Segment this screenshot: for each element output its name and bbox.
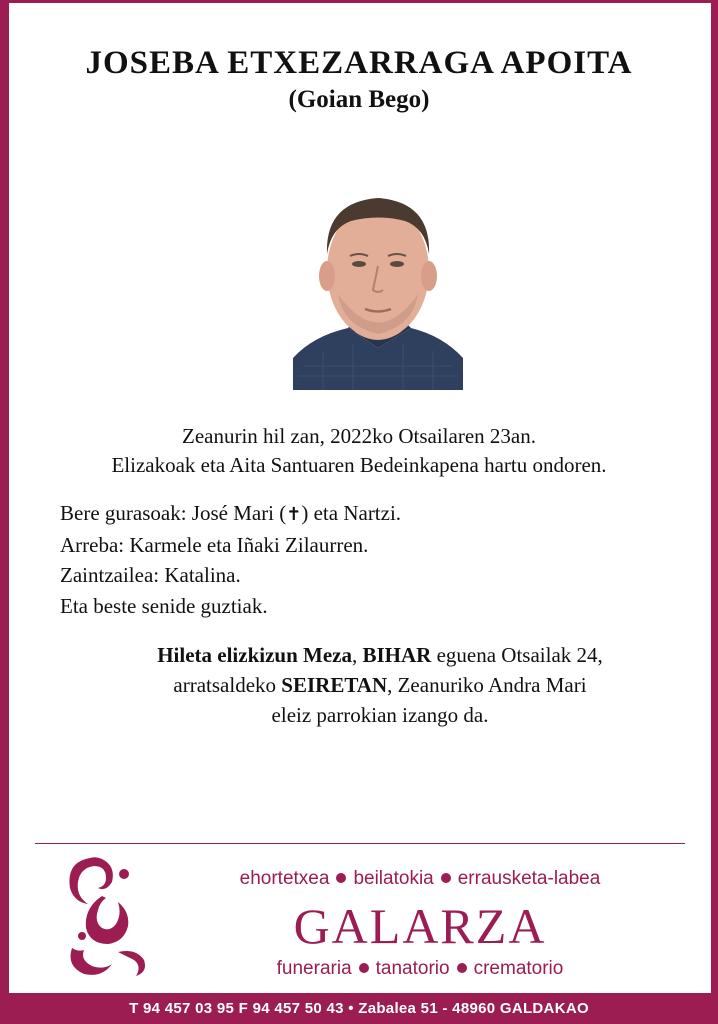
death-line-1: Zeanurin hil zan, 2022ko Otsailaren 23an. <box>182 424 536 448</box>
death-announcement <box>0 422 718 480</box>
cross-icon: ✝ <box>286 504 302 524</box>
mass-time-prefix: arratsaldeko <box>173 673 282 697</box>
deceased-name: JOSEBA ETXEZARRAGA APOITA <box>85 45 633 81</box>
portrait-illustration <box>293 176 463 390</box>
mass-time: SEIRETAN <box>281 673 388 697</box>
bullet-icon <box>457 963 467 973</box>
bullet-icon <box>359 963 369 973</box>
mass-day: BIHAR <box>362 643 432 667</box>
service-5: tanatorio <box>375 958 450 979</box>
bullet-icon <box>336 873 346 883</box>
service-1: ehortetxea <box>239 868 330 889</box>
contact-footer: T 94 457 03 95 F 94 457 50 43 • Zabalea 51 - 48960 GALDAKAO <box>0 993 718 1024</box>
sibling-line: Arreba: Karmele eta Iñaki Zilaurren. <box>60 532 369 557</box>
mass-sep: , <box>351 643 363 667</box>
mass-date: eguena Otsailak 24, <box>431 643 603 667</box>
service-2: beilatokia <box>353 868 434 889</box>
nickname: (Goian Bego) <box>288 86 430 113</box>
services-basque <box>160 868 680 890</box>
parents-prefix: Bere gurasoak: José Mari ( <box>60 501 287 525</box>
family-list <box>60 498 680 621</box>
service-3: errausketa-labea <box>457 868 601 889</box>
caregiver-line: Zaintzailea: Katalina. <box>60 563 241 587</box>
death-line-2: Elizakoak eta Aita Santuaren Bedeinkapena hartu ondoren. <box>111 453 607 477</box>
services-spanish <box>160 958 680 980</box>
relatives-line: Eta beste senide guztiak. <box>60 593 268 618</box>
parents-line <box>60 498 680 530</box>
divider-line <box>35 843 685 844</box>
brand-name: GALARZA <box>293 898 547 954</box>
parents-suffix: ) eta Nartzi. <box>301 501 402 525</box>
mass-line-1 <box>60 640 700 670</box>
mass-place: , Zeanuriko Andra Mari <box>387 673 587 697</box>
portrait-photo <box>293 176 463 390</box>
mass-announcement <box>60 640 700 730</box>
service-4: funeraria <box>276 958 352 979</box>
galarza-ornament-logo <box>62 852 152 980</box>
mass-line-2 <box>60 670 700 700</box>
service-6: crematorio <box>473 958 564 979</box>
mass-line-3: eleiz parrokian izango da. <box>271 703 489 727</box>
bullet-icon <box>441 873 451 883</box>
logo-ornament-icon <box>62 852 152 980</box>
mass-title: Hileta elizkizun Meza <box>157 643 352 667</box>
